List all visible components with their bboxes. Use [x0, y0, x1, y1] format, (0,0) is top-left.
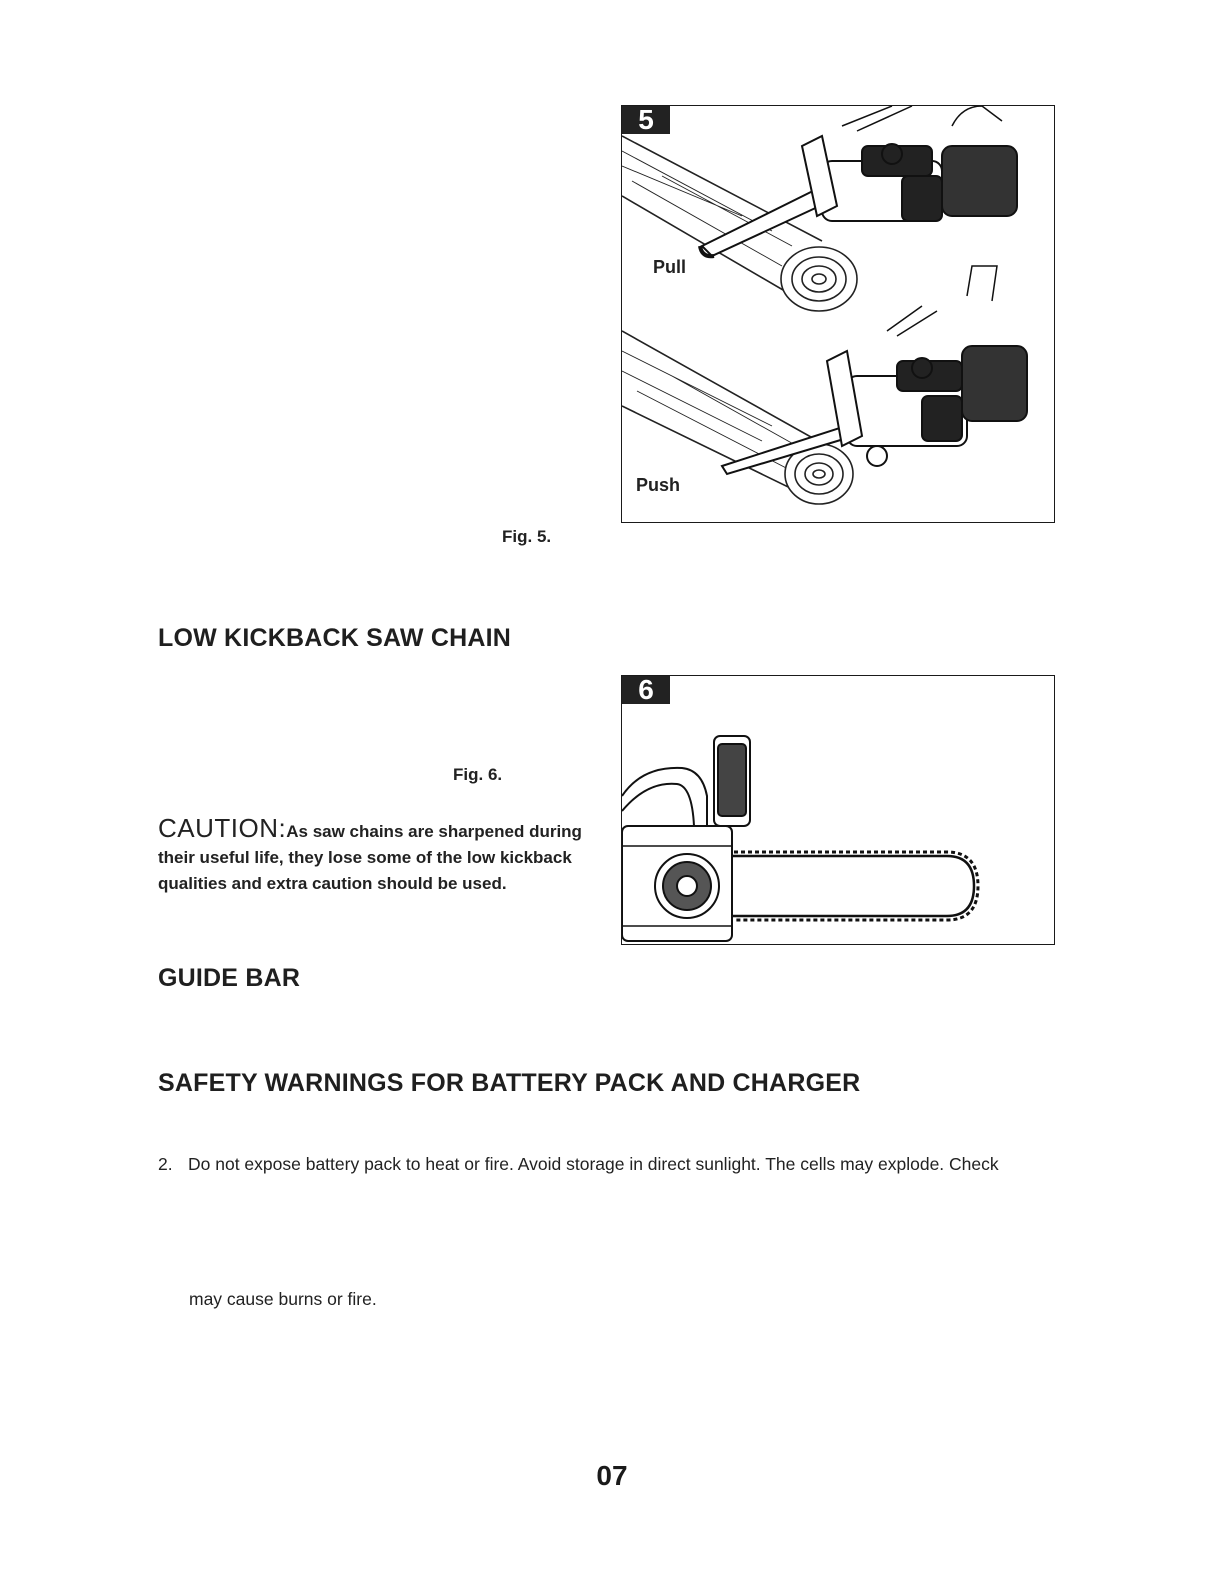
figure-5 [621, 105, 1055, 523]
caution-note [158, 815, 598, 897]
guide-bar-heading: GUIDE BAR [158, 964, 301, 992]
caution-label: CAUTION: [158, 813, 287, 843]
chainsaw-top [700, 106, 1017, 256]
figure-6-illustration [622, 676, 1055, 945]
figure-5-number: 5 [622, 106, 670, 134]
figure-6-number: 6 [622, 676, 670, 704]
page-number: 07 [596, 1460, 628, 1491]
chainsaw-bottom [722, 266, 1027, 474]
safety-warnings-heading: SAFETY WARNINGS FOR BATTERY PACK AND CHARGER [158, 1069, 861, 1097]
figure-5-illustration [622, 106, 1055, 523]
push-label: Push [636, 475, 681, 495]
pull-label: Pull [653, 257, 687, 277]
figure-5-caption: Fig. 5. [502, 527, 552, 546]
safety-item-2-number: 2. [158, 1154, 173, 1174]
caution-text: As saw chains are sharpened during their useful life, they lose some of the low kickback qualities and extra caution should be used. [158, 822, 582, 893]
chainsaw-side-view [622, 736, 978, 941]
figure-6-caption: Fig. 6. [453, 765, 503, 784]
figure-6 [621, 675, 1055, 945]
safety-continuation-text: may cause burns or fire. [189, 1289, 377, 1309]
safety-item-2-text: Do not expose battery pack to heat or fire. Avoid storage in direct sunlight. The cells may explode. Check [188, 1154, 999, 1174]
low-kickback-heading: LOW KICKBACK SAW CHAIN [158, 624, 511, 652]
